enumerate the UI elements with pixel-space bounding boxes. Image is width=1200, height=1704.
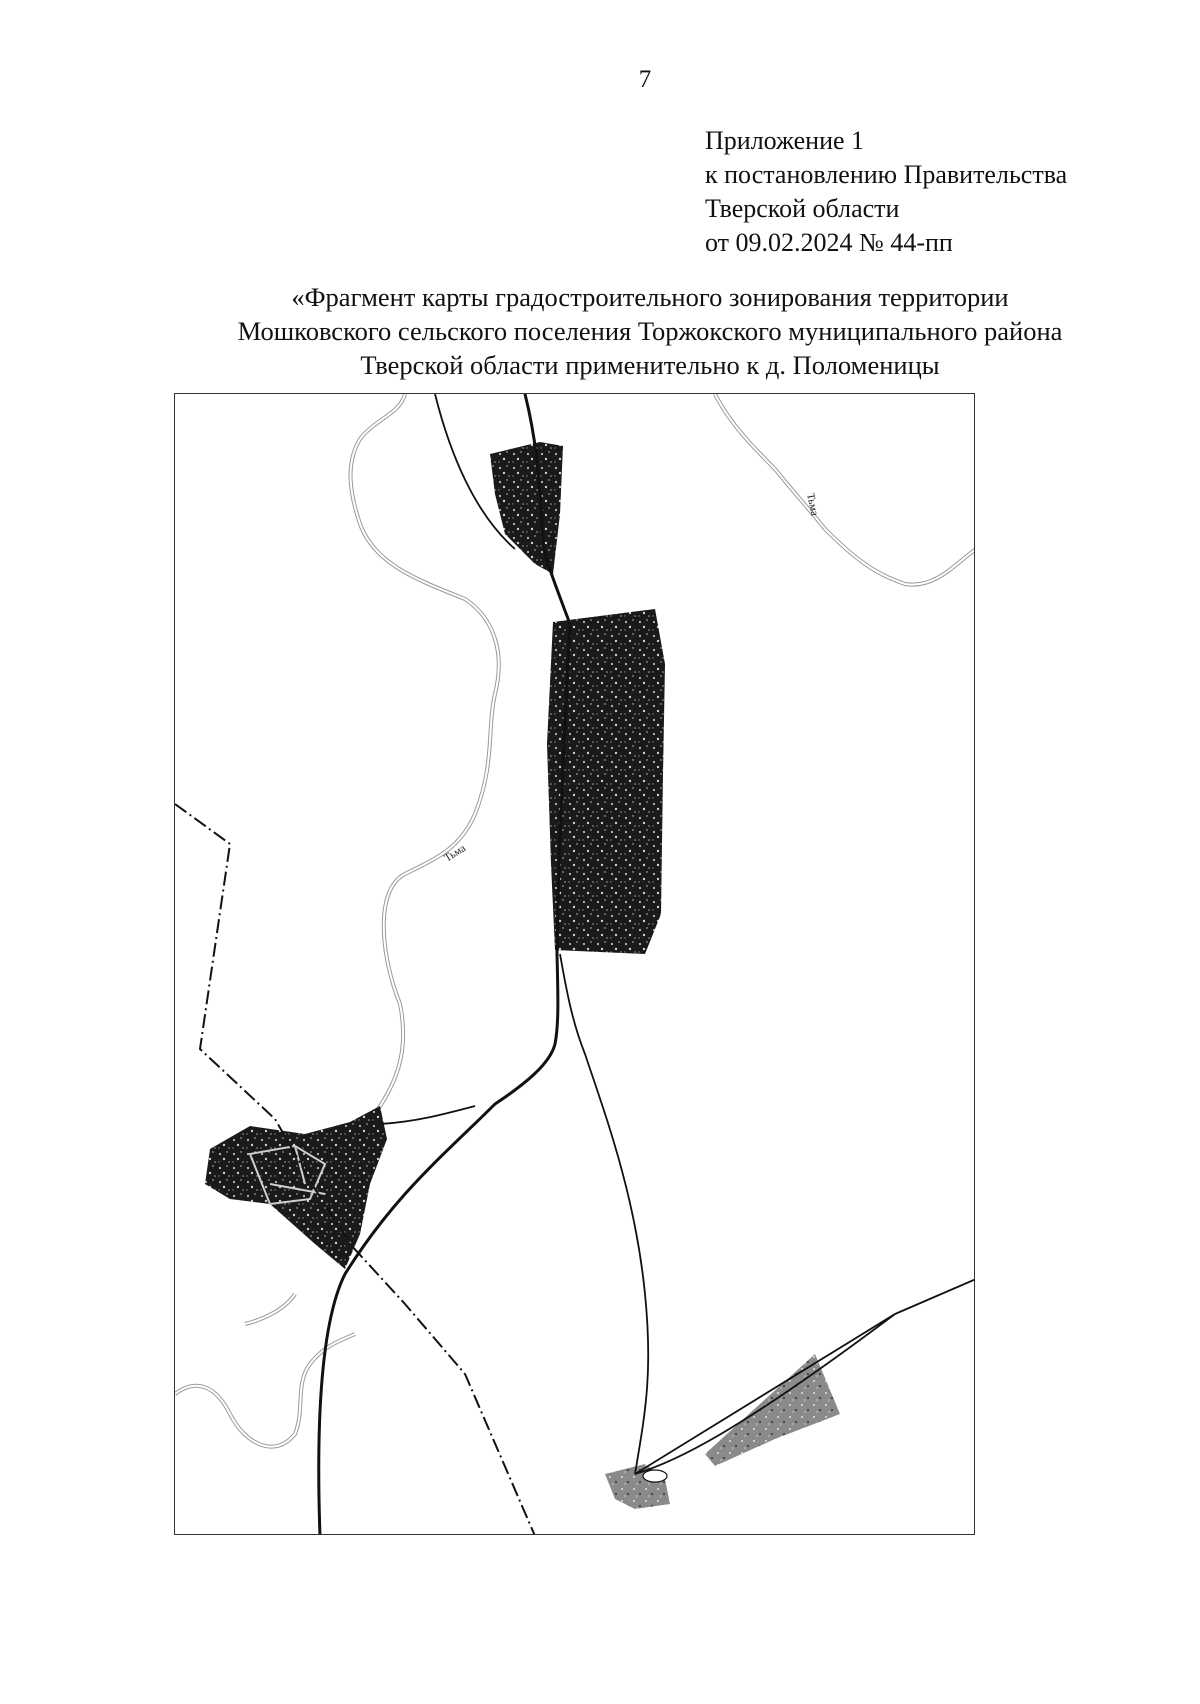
title-line: Мошковского сельского поселения Торжокского муниципального района: [237, 316, 1063, 346]
page-number: 7: [638, 66, 652, 93]
river-label-top-right: Тьма: [804, 492, 821, 517]
river-tma-west-inner: [335, 394, 499, 1169]
appendix-line: от 09.02.2024 № 44-пп: [705, 228, 953, 257]
zone-north: [490, 442, 563, 574]
zone-central: [547, 609, 665, 954]
river-tma-west: [335, 394, 499, 1169]
appendix-line: к постановлению Правительства: [705, 160, 1068, 189]
appendix-block: [705, 124, 1067, 260]
zone-village-polomenitsy: [205, 1106, 387, 1269]
road-main: [319, 394, 570, 1535]
title-line: Тверской области применительно к д. Поломеницы: [360, 350, 940, 380]
map-drawing: [175, 394, 975, 1535]
river-label-center: Тьма: [442, 842, 468, 865]
road-secondary: [380, 394, 975, 1482]
zone-southeast-light: [605, 1354, 840, 1509]
appendix-line: Тверской области: [705, 194, 900, 223]
title-line: «Фрагмент карты градостроительного зонирования территории: [291, 282, 1009, 312]
zoning-map: [174, 393, 975, 1535]
appendix-line: Приложение 1: [705, 126, 865, 155]
map-title: [150, 280, 1150, 382]
river-tma-east: [715, 394, 975, 585]
